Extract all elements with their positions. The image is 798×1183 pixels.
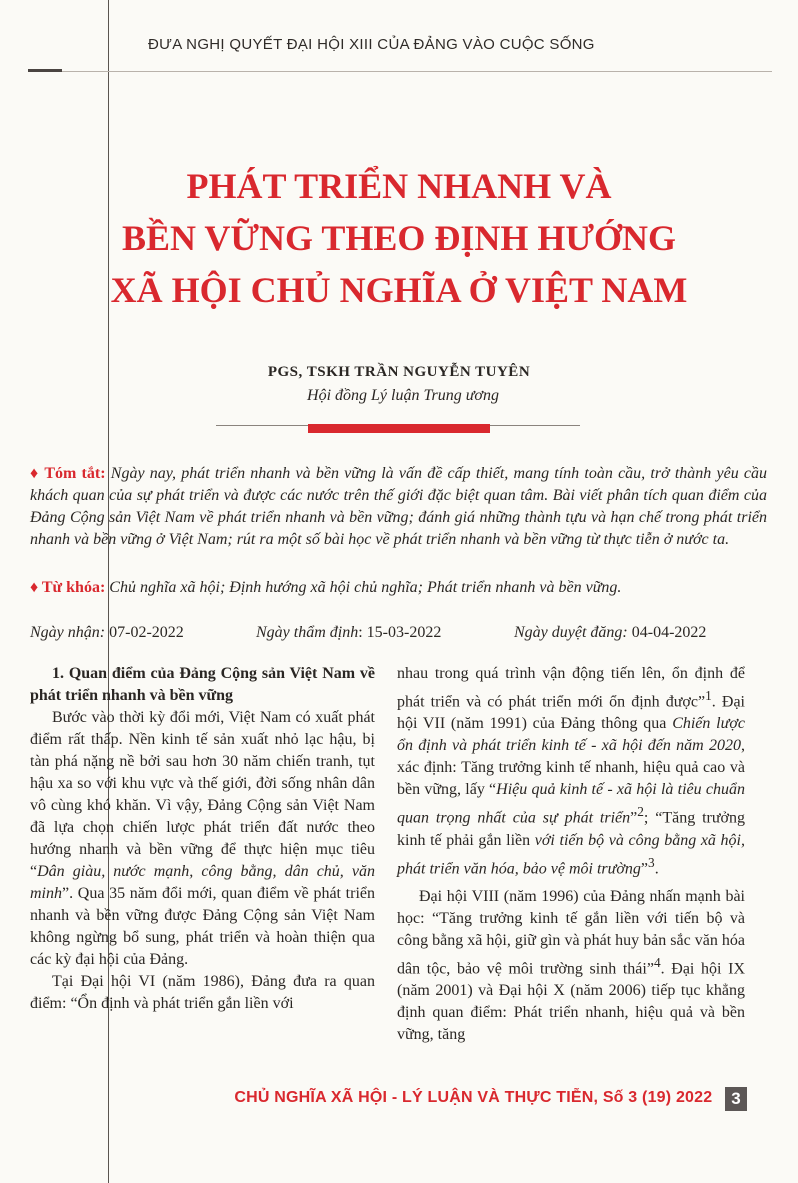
accepted-label: Ngày duyệt đăng: — [514, 624, 628, 641]
keywords-text: Chủ nghĩa xã hội; Định hướng xã hội chủ nghĩa; Phát triển nhanh và bền vững. — [109, 579, 622, 596]
reviewed-date: : 15-03-2022 — [358, 624, 442, 641]
header-rule — [28, 71, 772, 72]
body-column-left — [30, 663, 375, 1015]
page-number: 3 — [725, 1087, 747, 1111]
abstract — [30, 463, 767, 551]
article-title — [40, 160, 758, 316]
footnote-ref[interactable]: 4 — [653, 954, 661, 970]
journal-issue: Số 3 (19) 2022 — [602, 1089, 713, 1106]
abstract-text: Ngày nay, phát triển nhanh và bền vững là vấn đề cấp thiết, mang tính toàn cầu, trở thành yêu cầu khách quan của sự phát triển và được các nước trên thế giới đặc biệt quan tâm. Bài viết phân tích quan điểm của Đảng Cộng sản Việt Nam về phát triển nhanh và bền vững; đánh giá những thành tựu và hạn chế trong phát triển nhanh và bền vững ở Việt Nam; rút ra một số bài học về phát triển nhanh và bền vững từ thực tiễn ở nước ta. — [30, 465, 768, 548]
received-date: 07-02-2022 — [109, 624, 184, 641]
keywords — [30, 577, 767, 599]
title-divider-accent — [308, 424, 490, 433]
body-paragraph: nhau trong quá trình vận động tiến lên, ổn định để phát triển và có phát triển mới ổn định được”$^1$. Đại hội VII (năm 1991) của Đảng thông qua Chiến lược ổn định và phát triển kinh tế - xã hội đến năm 2020, xác định: Tăng trưởng kinh tế nhanh, hiệu quả cao và bền vững, lấy “Hiệu quả kinh tế - xã hội là tiêu chuẩn quan trọng nhất của sự phát triển”$^2$; “Tăng trưởng kinh tế phải gắn liền với tiến bộ và công bằng xã hội, phát triển văn hóa, bảo vệ môi trường”$^3$. — [397, 665, 746, 877]
keywords-label: ♦ Từ khóa: — [30, 579, 106, 596]
footnote-ref[interactable]: 2 — [637, 804, 644, 820]
header-rule-accent — [28, 69, 62, 72]
title-line-3: XÃ HỘI CHỦ NGHĨA Ở VIỆT NAM — [110, 270, 688, 310]
journal-footer — [0, 1089, 745, 1107]
author-affiliation: Hội đồng Lý luận Trung ương — [307, 387, 499, 404]
title-line-2: BỀN VỮNG THEO ĐỊNH HƯỚNG — [121, 218, 677, 258]
accepted-date: 04-04-2022 — [631, 624, 707, 641]
body-paragraph: Tại Đại hội VI (năm 1986), Đảng đưa ra quan điểm: “Ổn định và phát triển gắn liền với — [30, 973, 375, 1012]
running-header: ĐƯA NGHỊ QUYẾT ĐẠI HỘI XIII CỦA ĐẢNG VÀO CUỘC SỐNG — [148, 36, 595, 53]
journal-name: CHỦ NGHĨA XÃ HỘI - LÝ LUẬN VÀ THỰC TIỄN, — [234, 1089, 599, 1106]
body-paragraph: Bước vào thời kỳ đổi mới, Việt Nam có xuất phát điểm rất thấp. Nền kinh tế sản xuất nhỏ lạc hậu, bị tàn phá nặng nề bởi sau hơn 30 năm chiến tranh, tụt hậu xa so với khu vực và thế giới, đời sống nhân dân vô cùng khó khăn. Vì vậy, Đảng Cộng sản Việt Nam đã lựa chọn chiến lược phát triển đất nước theo hướng nhanh và bền vững để thực hiện mục tiêu “Dân giàu, nước mạnh, công bằng, dân chủ, văn minh”. Qua 35 năm đổi mới, quan điểm về phát triển nhanh và bền vững được Đảng Cộng sản Việt Nam không ngừng bổ sung, phát triển và hoàn thiện qua các kỳ đại hội của Đảng. — [30, 709, 375, 968]
body-paragraph: Đại hội VIII (năm 1996) của Đảng nhấn mạnh bài học: “Tăng trưởng kinh tế gắn liền với tiến bộ và công bằng xã hội, giữ gìn và phát huy bản sắc văn hóa dân tộc, bảo vệ môi trường sinh thái”$^4$. Đại hội IX (năm 2001) và Đại hội X (năm 2006) tiếp tục khẳng định quan điểm: Phát triển nhanh, hiệu quả và bền vững, tăng — [397, 887, 745, 1044]
title-line-1: PHÁT TRIỂN NHANH VÀ — [186, 166, 612, 206]
body-column-right — [397, 663, 745, 1046]
reviewed-label: Ngày thẩm định — [256, 624, 359, 641]
author-name: PGS, TSKH TRẦN NGUYỄN TUYÊN — [267, 364, 531, 380]
received-label: Ngày nhận: — [30, 624, 106, 641]
footnote-ref[interactable]: 1 — [705, 688, 712, 703]
footnote-ref[interactable]: 3 — [648, 854, 655, 870]
section-heading: 1. Quan điểm của Đảng Cộng sản Việt Nam về phát triển nhanh và bền vững — [30, 665, 375, 704]
abstract-label: ♦ Tóm tắt: — [30, 465, 106, 482]
